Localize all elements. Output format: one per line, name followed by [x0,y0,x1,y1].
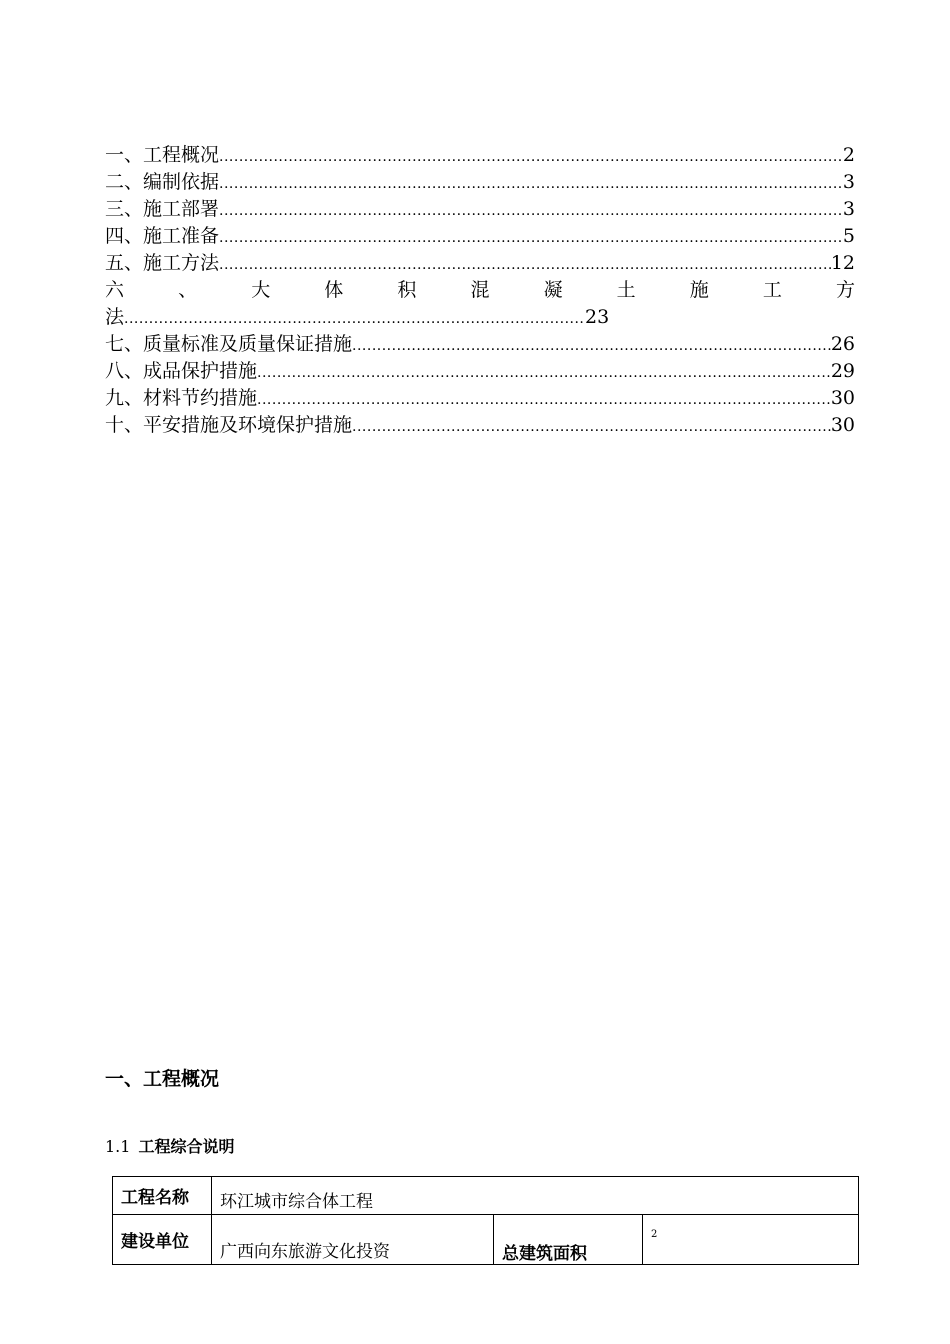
toc-leader [219,198,843,225]
toc-label: 一、工程概况 [105,144,220,166]
toc-entry-8[interactable] [105,358,855,385]
sub-heading-number: 1.1 [105,1137,131,1156]
toc-label: 三、施工部署 [105,198,220,220]
toc-page: 2 [842,144,855,166]
toc-entry-6-line2[interactable] [105,304,855,331]
toc-char: 土 [616,279,636,301]
toc-label: 七、质量标准及质量保证措施 [105,333,353,355]
toc-leader [219,252,831,279]
toc-page: 23 [585,306,610,328]
toc-entry-2[interactable] [105,169,855,196]
section-heading: 一、工程概况 [105,1068,220,1090]
table-row [113,1215,859,1265]
sub-heading [105,1134,234,1157]
toc-page: 12 [830,252,855,274]
toc-char: 体 [324,279,344,301]
table-key-cell: 总建筑面积 [494,1215,643,1265]
toc-label: 二、编制依据 [105,171,220,193]
toc-page: 30 [830,387,855,409]
toc-char: 混 [470,279,490,301]
toc-char: 方 [835,279,855,301]
toc-leader [257,360,831,387]
project-info-table [112,1176,859,1265]
toc-char: 积 [397,279,417,301]
toc-entry-9[interactable] [105,385,855,412]
toc-page: 3 [842,171,855,193]
toc-entry-1[interactable] [105,142,855,169]
table-value-cell: 广西向东旅游文化投资 [212,1215,494,1265]
toc-char: 凝 [543,279,563,301]
toc-entry-3[interactable] [105,196,855,223]
toc-label: 八、成品保护措施 [105,360,258,382]
toc-leader [219,225,843,252]
toc-entry-10[interactable] [105,412,855,439]
toc-leader [257,387,831,414]
toc-char: 施 [689,279,709,301]
table-row [113,1177,859,1215]
toc-char: 六 [105,279,125,301]
toc-char: 、 [178,279,198,301]
toc-entry-4[interactable] [105,223,855,250]
toc-leader [124,306,585,333]
toc-char: 工 [762,279,782,301]
toc-page: 3 [842,198,855,220]
toc-leader [219,171,843,198]
toc-label: 五、施工方法 [105,252,220,274]
toc-entry-5[interactable] [105,250,855,277]
toc-leader [219,144,843,171]
toc-entry-7[interactable] [105,331,855,358]
toc-page: 5 [842,225,855,247]
table-value-cell: 2 [643,1215,859,1265]
toc-char: 大 [251,279,271,301]
toc-entry-6-line1[interactable] [105,277,855,304]
toc-page: 29 [830,360,855,382]
toc-page: 30 [830,414,855,436]
toc-label: 十、平安措施及环境保护措施 [105,414,353,436]
toc-label: 九、材料节约措施 [105,387,258,409]
table-value-cell: 环江城市综合体工程 [212,1177,859,1215]
toc-label: 法 [105,306,125,328]
toc-page: 26 [830,333,855,355]
sub-heading-title: 工程综合说明 [138,1137,235,1156]
table-key-cell: 建设单位 [113,1215,212,1265]
toc-leader [352,333,831,360]
table-of-contents [105,142,855,439]
toc-label: 四、施工准备 [105,225,220,247]
toc-leader [352,414,831,441]
table-key-cell: 工程名称 [113,1177,212,1215]
